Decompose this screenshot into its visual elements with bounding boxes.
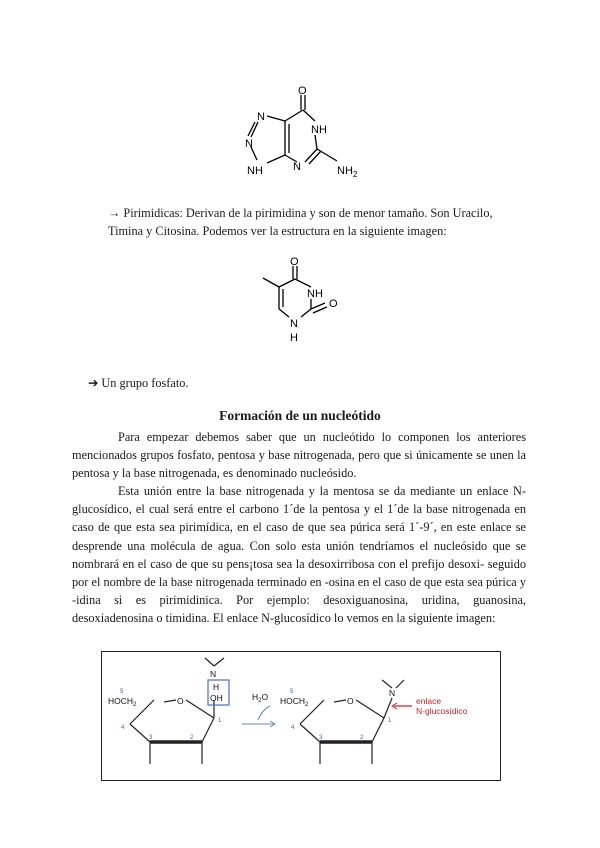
pyrimidines-text: Pirimidicas: Derivan de la pirimidina y son de menor tamaño. Son Uracilo, Timina y Citosina. Podemos ver la estructura en la siguiente imagen: bbox=[108, 206, 493, 239]
pyrimidines-paragraph bbox=[108, 204, 526, 240]
thymine-h-bottom-label: H bbox=[290, 332, 298, 344]
water-label: $H_2O$ bbox=[252, 692, 269, 704]
right-hoch2-label: $HOCH_2$ bbox=[280, 696, 309, 708]
left-hoch2-label: $HOCH_2$ bbox=[108, 696, 137, 708]
right-c1-label: 1 bbox=[388, 718, 392, 724]
right-n-label: N bbox=[389, 688, 396, 698]
paragraph-2: Esta unión entre la base nitrogenada y la mentosa se da mediante un enlace N-glucosídico, el cual será entre el carbono 1´de la pentosa y el 1´de la base nitrogenada en caso de que esta sea pirimídica, en el caso de que sea púrica será 1´-9´, en este enlace se desprende una molécula de agua. Con solo esta unión tendríamos el nucleósido que se nombrará en el caso de que su pens¡tosa sea la desoxirribosa con el prefijo desoxi- seguido por el nombre de la base nitrogenada terminado en -osina en el caso de que esta sea púrica y -idina si es pirimidinica. Por ejemplo: desoxiguanosina, uridina, guanosina, desoxiadenosina o timidina. El enlace N-glucosídico lo vemos en la siguiente imagen: bbox=[72, 484, 526, 626]
arrow-icon: ➔ bbox=[88, 376, 99, 390]
nucleoside-diagram bbox=[102, 652, 498, 778]
section-title: Formación de un nucleótido bbox=[219, 408, 381, 423]
bond-label-line1: enlace bbox=[416, 696, 442, 706]
bond-label-line2: N-glucosídico bbox=[416, 706, 468, 716]
arrow-icon: → bbox=[108, 206, 121, 220]
left-n-label: N bbox=[210, 669, 217, 679]
left-c3-label: 3 bbox=[149, 735, 153, 741]
left-h-label: H bbox=[213, 682, 220, 692]
thymine-o-right-label: O bbox=[329, 298, 338, 310]
guanine-n-label: N bbox=[245, 138, 253, 150]
phosphate-bullet bbox=[88, 374, 188, 392]
guanine-nh2-label: $NH_2$ bbox=[337, 165, 358, 179]
thymine-nh-label: NH bbox=[307, 288, 323, 300]
guanine-o-label: O bbox=[298, 85, 307, 97]
thymine-o-top-label: O bbox=[290, 257, 299, 268]
right-c5-label: 5 bbox=[290, 689, 294, 695]
guanine-nh-label: NH bbox=[311, 124, 327, 136]
left-c1-label: 1 bbox=[218, 718, 222, 724]
paragraph-1: Para empezar debemos saber que un nucleótido lo componen los anteriores mencionados grupos fosfato, pentosa y base nitrogenada, pero que si únicamente se unen la pentosa y la base nitrogenada, es denominado nucleósido. bbox=[72, 430, 526, 481]
right-c3-label: 3 bbox=[319, 735, 323, 741]
thymine-n-bottom-label: N bbox=[290, 318, 298, 330]
left-c4-label: 4 bbox=[121, 725, 125, 731]
guanine-nh-bottom-n: NH bbox=[247, 165, 263, 177]
guanine-structure bbox=[225, 85, 375, 190]
thymine-structure bbox=[255, 257, 365, 357]
right-ring-o-label: O bbox=[347, 696, 354, 706]
left-c5-label: 5 bbox=[120, 689, 124, 695]
right-c2-label: 2 bbox=[360, 735, 364, 741]
left-oh-label: OH bbox=[210, 693, 223, 703]
guanine-n-pentagon-label: N bbox=[257, 111, 265, 123]
guanine-n-bottom-label: N bbox=[293, 161, 301, 173]
phosphate-text: Un grupo fosfato. bbox=[101, 376, 189, 390]
left-c2-label: 2 bbox=[190, 735, 194, 741]
left-ring-o-label: O bbox=[177, 696, 184, 706]
right-c4-label: 4 bbox=[291, 725, 295, 731]
